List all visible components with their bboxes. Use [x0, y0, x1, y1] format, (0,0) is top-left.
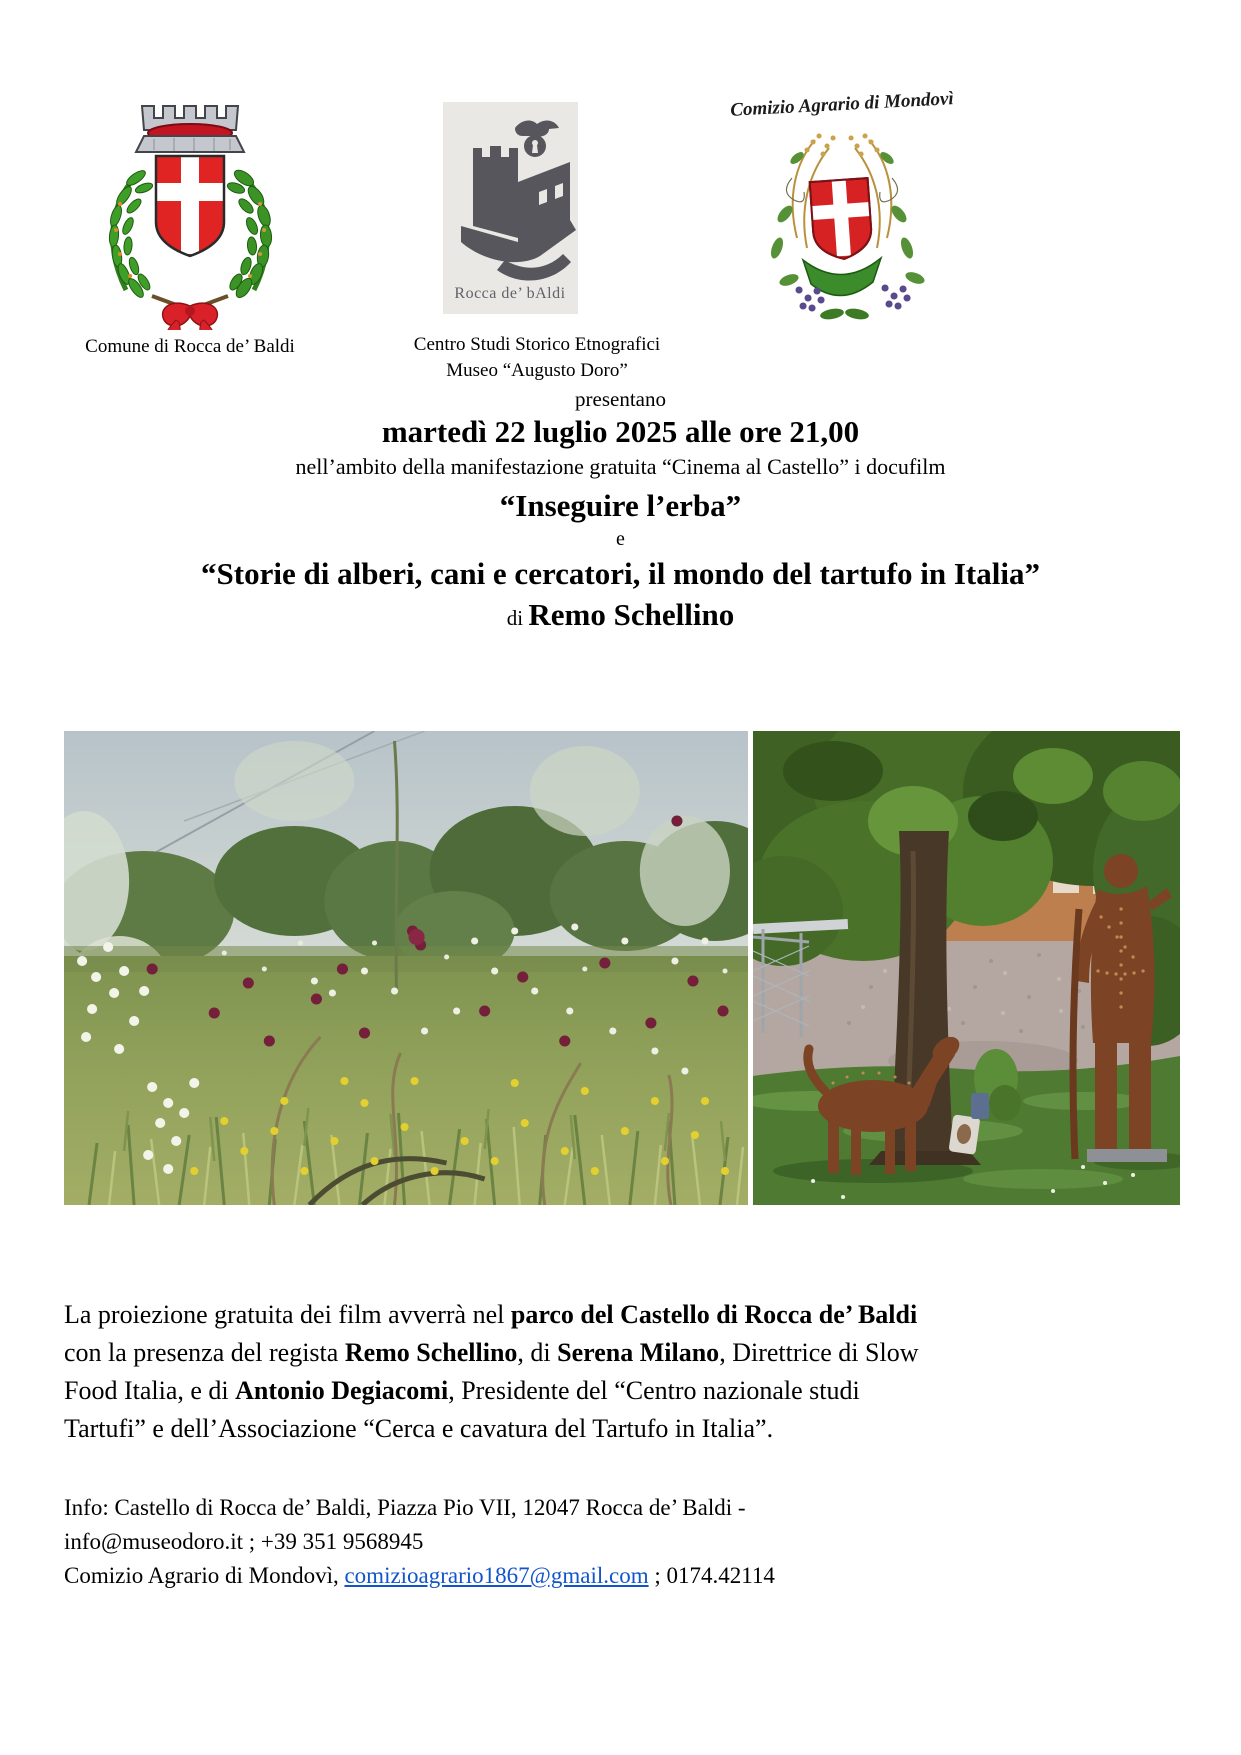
para-seg: Food Italia, e di: [64, 1376, 236, 1405]
info-line3-prefix: Comizio Agrario di Mondovì,: [64, 1563, 345, 1588]
para-seg: La proiezione gratuita dei film avverrà nel: [64, 1300, 511, 1329]
event-date-line: martedì 22 luglio 2025 alle ore 21,00: [381, 414, 860, 449]
para-seg: , Presidente del “Centro nazionale studi: [448, 1376, 860, 1405]
centro-studi-caption-line1: Centro Studi Storico Etnografici: [413, 334, 661, 355]
comune-coat-of-arms-logo: [92, 84, 288, 330]
description-paragraph: [64, 1296, 1169, 1448]
para-seg-bold: Antonio Degiacomi: [235, 1376, 449, 1405]
comizio-emblem-icon: [737, 118, 947, 332]
photo-strip: [64, 731, 1180, 1205]
para-seg: , di: [517, 1338, 558, 1367]
contact-info-block: [64, 1491, 1169, 1593]
announcement-block: [0, 386, 1241, 639]
comizio-shield: [810, 178, 873, 261]
para-seg: con la presenza del regista: [64, 1338, 345, 1367]
photo-sculpture: [753, 731, 1180, 1205]
savoy-shield: [156, 156, 224, 256]
centro-studi-caption: [383, 332, 691, 384]
comune-coat-of-arms-icon: [92, 84, 288, 330]
para-seg-bold: Remo Schellino: [344, 1338, 518, 1367]
rocca-logo-text: Rocca de’ bAldi: [454, 285, 566, 302]
para-seg: Tartufi” e dell’Associazione “Cerca e cavatura del Tartufo in Italia”.: [64, 1414, 774, 1443]
film2-title: “Storie di alberi, cani e cercatori, il mondo del tartufo in Italia”: [201, 556, 1040, 591]
director-name: Remo Schellino: [528, 597, 735, 632]
para-seg-bold: Serena Milano: [557, 1338, 720, 1367]
para-seg: , Direttrice di Slow: [719, 1338, 919, 1367]
director-prefix: di: [506, 606, 524, 630]
director-line: [0, 594, 1241, 639]
comune-caption: Comune di Rocca de’ Baldi: [85, 336, 295, 357]
memorial-stone: [948, 1114, 980, 1154]
comizio-script-text: Comizio Agrario di Mondovì: [729, 88, 955, 121]
gmail-link[interactable]: comizioagrario1867@gmail.com: [344, 1563, 649, 1588]
context-line: nell’ambito della manifestazione gratuita “Cinema al Castello” i docufilm: [295, 454, 946, 479]
para-seg-bold: parco del Castello di Rocca de’ Baldi: [510, 1300, 918, 1329]
comizio-agrario-logo: [712, 88, 972, 334]
rocca-de-baldi-castle-logo: [443, 102, 578, 314]
conjunction: e: [616, 528, 625, 550]
sculpture-photo-illustration: [753, 731, 1180, 1205]
film1-title: “Inseguire l’erba”: [499, 488, 742, 523]
meadow-photo-illustration: [64, 731, 748, 1205]
photo-meadow: [64, 731, 748, 1205]
ribbon-bow: [163, 303, 218, 330]
info-line3-suffix: ; 0174.42114: [648, 1563, 775, 1588]
info-line2: info@museodoro.it ; +39 351 9568945: [64, 1529, 424, 1554]
castle-logo-icon: [443, 102, 578, 314]
museo-caption-line2: Museo “Augusto Doro”: [446, 360, 628, 381]
mural-crown: [136, 106, 244, 152]
info-line1: Info: Castello di Rocca de’ Baldi, Piazza Pio VII, 12047 Rocca de’ Baldi -: [64, 1495, 746, 1520]
presenters-line: presentano: [575, 387, 666, 411]
